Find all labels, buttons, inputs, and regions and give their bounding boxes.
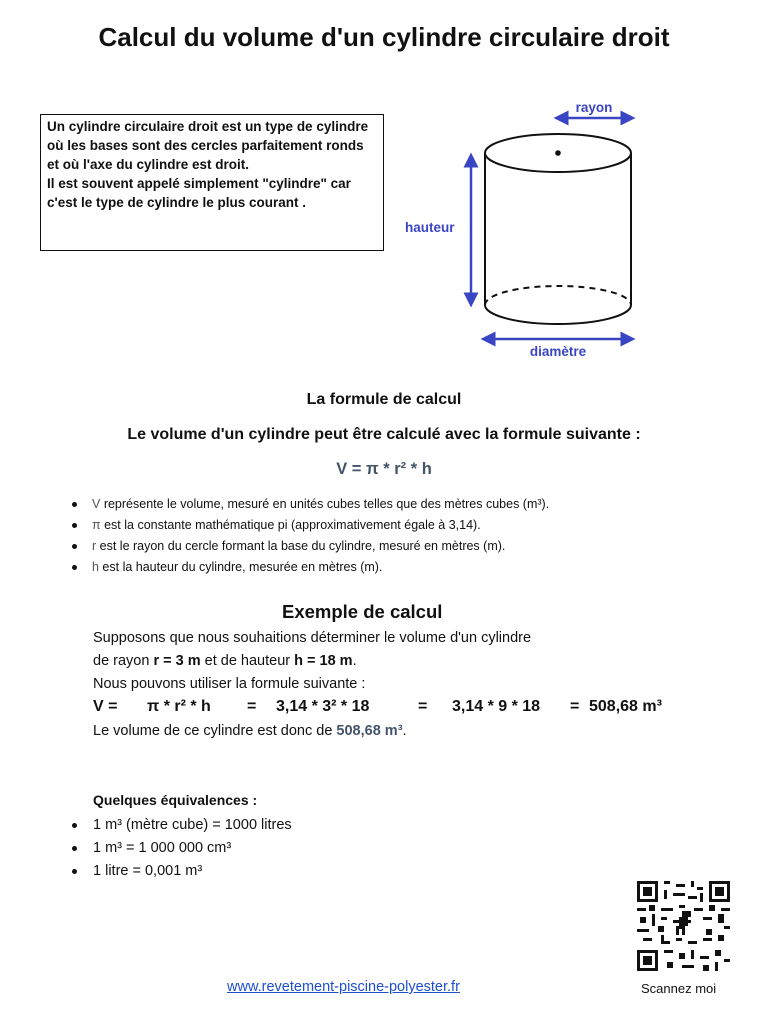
calc-formula: π * r² * h: [147, 698, 211, 715]
example-text: et de hauteur: [200, 653, 295, 669]
definition-symbol: r: [92, 539, 97, 553]
cylinder-diagram: [400, 95, 660, 365]
qr-label: Scannez moi: [641, 981, 717, 996]
intro-paragraph-2: Il est souvent appelé simplement "cylindre" car c'est le type de cylindre le plus courant .: [47, 176, 351, 210]
example-text: .: [352, 653, 357, 669]
example-radius: r = 3 m: [153, 653, 201, 669]
example-conclusion: [93, 723, 407, 739]
conclusion-text: .: [402, 723, 407, 739]
example-text: de rayon: [93, 653, 154, 669]
formula-subheading: Le volume d'un cylindre peut être calculé avec la formule suivante :: [127, 426, 641, 443]
intro-box: [40, 114, 384, 251]
page-title: Calcul du volume d'un cylindre circulaire droit: [98, 22, 670, 52]
example-heading: Exemple de calcul: [282, 601, 443, 622]
example-height: h = 18 m: [294, 653, 353, 669]
definition-text: est la constante mathématique pi (approximativement égale à 3,14).: [100, 518, 481, 532]
intro-paragraph-1: Un cylindre circulaire droit est un type de cylindre où les bases sont des cercles parfaitement ronds et où l'axe du cylindre est droit.: [47, 119, 369, 172]
conclusion-value: 508,68 m³: [336, 723, 403, 739]
calc-equals-3: =: [570, 698, 580, 715]
calc-step-1: 3,14 * 3² * 18: [276, 698, 370, 715]
definition-symbol: V: [92, 497, 101, 511]
example-line-2: [93, 653, 357, 669]
definition-symbol: π: [92, 518, 101, 532]
calc-equals-2: =: [418, 698, 428, 715]
definition-text: est la hauteur du cylindre, mesurée en mètres (m).: [98, 560, 383, 574]
calc-result: 508,68 m³: [589, 698, 662, 715]
radius-label: rayon: [575, 100, 613, 115]
definition-text: est le rayon du cercle formant la base du cylindre, mesuré en mètres (m).: [96, 539, 506, 553]
definition-list: [72, 494, 549, 578]
definition-text: représente le volume, mesuré en unités cubes telles que des mètres cubes (m³).: [100, 497, 550, 511]
definition-item: [72, 536, 549, 557]
equivalence-item: 1 litre = 0,001 m³: [72, 860, 292, 883]
center-point: [555, 150, 561, 156]
cylinder-shape: [485, 134, 631, 324]
calc-equals-1: =: [247, 698, 257, 715]
equivalences-heading: Quelques équivalences :: [93, 792, 258, 808]
formula-heading: La formule de calcul: [306, 391, 462, 408]
definition-item: [72, 494, 549, 515]
example-line-3: Nous pouvons utiliser la formule suivante :: [93, 676, 366, 692]
diameter-label: diamètre: [529, 344, 587, 359]
definition-item: [72, 515, 549, 536]
example-line-1: Supposons que nous souhaitions déterminer le volume d'un cylindre: [93, 630, 532, 646]
definition-item: [72, 557, 549, 578]
definition-symbol: h: [92, 560, 99, 574]
calc-step-2: 3,14 * 9 * 18: [452, 698, 541, 715]
equivalence-item: 1 m³ = 1 000 000 cm³: [72, 837, 292, 860]
height-label: hauteur: [405, 220, 455, 235]
calc-v: V =: [93, 698, 118, 715]
website-link[interactable]: www.revetement-piscine-polyester.fr: [227, 979, 460, 995]
conclusion-text: Le volume de ce cylindre est donc de: [93, 723, 337, 739]
qr-code: [637, 881, 730, 971]
equivalence-item: 1 m³ (mètre cube) = 1000 litres: [72, 814, 292, 837]
equivalences-list: [72, 814, 292, 883]
formula: V = π * r² * h: [336, 460, 432, 478]
